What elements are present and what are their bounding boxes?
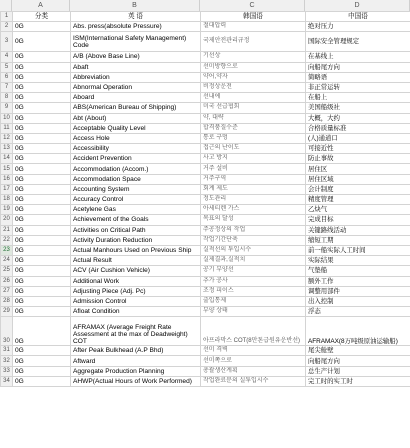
cell-korean[interactable]: 기선상 (201, 52, 306, 62)
cell-korean[interactable]: 출입통제 (201, 296, 306, 306)
table-row (1, 32, 410, 52)
cell-korean[interactable]: 실제결과,실적치 (201, 256, 306, 266)
cell-chinese[interactable]: 向船尾方向 (306, 62, 410, 72)
table-row (1, 93, 410, 103)
cell-chinese[interactable]: 总生产计划 (306, 366, 410, 376)
cell-category-header[interactable]: 分类 (13, 12, 71, 22)
cell-category[interactable]: 0G (13, 276, 71, 286)
row-number[interactable]: 11 (1, 123, 13, 133)
row-number[interactable]: 25 (1, 266, 13, 276)
cell-category[interactable]: 0G (13, 133, 71, 143)
cell-english[interactable]: ISM(International Safety Management) Code (71, 32, 201, 52)
table-row (1, 144, 410, 154)
cell-chinese[interactable]: 在基线上 (306, 52, 410, 62)
cell-english[interactable]: AFRAMAX (Average Freight Rate Assessment at the max of Deadweight) COT (71, 317, 201, 346)
cell-english[interactable]: Activity Duration Reduction (71, 235, 201, 245)
cell-korean[interactable]: 주공정상의 작업 (201, 225, 306, 235)
table-row (1, 52, 410, 62)
table-row (1, 205, 410, 215)
cell-chinese[interactable]: 前一船实际人工时间 (306, 245, 410, 255)
row-number[interactable]: 21 (1, 225, 13, 235)
table-row (1, 174, 410, 184)
cell-category[interactable]: 0G (13, 225, 71, 235)
cell-chinese[interactable]: 大概，大约 (306, 113, 410, 123)
table-row (1, 266, 410, 276)
cell-english[interactable]: Abaft (71, 62, 201, 72)
cell-category[interactable]: 0G (13, 256, 71, 266)
cell-english[interactable]: Acetylene Gas (71, 205, 201, 215)
cell-korean[interactable]: 실적선의 투입시수 (201, 245, 306, 255)
cell-chinese[interactable]: 乙炔气 (306, 205, 410, 215)
table-row (1, 62, 410, 72)
cell-english[interactable]: Aggregate Production Planning (71, 366, 201, 376)
cell-korean[interactable]: 아프라막스 COT(8만톤급원유운반선) (201, 317, 306, 346)
cell-category[interactable]: 0G (13, 346, 71, 356)
cell-category[interactable]: 0G (13, 235, 71, 245)
cell-category[interactable]: 0G (13, 93, 71, 103)
cell-english[interactable]: Abbreviation (71, 72, 201, 82)
cell-english[interactable]: Actual Manhours Used on Previous Ship (71, 245, 201, 255)
cell-category[interactable]: 0G (13, 174, 71, 184)
cell-chinese[interactable]: 气垫船 (306, 266, 410, 276)
cell-korean[interactable]: 목표의 달성 (201, 215, 306, 225)
row-number[interactable]: 4 (1, 52, 13, 62)
cell-category[interactable]: 0G (13, 22, 71, 32)
cell-chinese[interactable]: 绝对压力 (306, 22, 410, 32)
row-number[interactable]: 22 (1, 235, 13, 245)
cell-korean[interactable]: 미국 선급협회 (201, 103, 306, 113)
cell-chinese[interactable]: 简略语 (306, 72, 410, 82)
column-header-c[interactable]: C (200, 0, 305, 11)
column-header-d[interactable]: D (305, 0, 410, 11)
row-number[interactable]: 20 (1, 215, 13, 225)
row-number[interactable]: 9 (1, 103, 13, 113)
row-number[interactable]: 27 (1, 286, 13, 296)
table-row (1, 72, 410, 82)
cell-english[interactable]: Accommodation Space (71, 174, 201, 184)
cell-chinese[interactable]: 浮态 (306, 307, 410, 317)
cell-english[interactable]: Accident Prevention (71, 154, 201, 164)
row-number[interactable]: 6 (1, 72, 13, 82)
cell-english[interactable]: Abt (About) (71, 113, 201, 123)
cell-chinese[interactable]: 关键路线活动 (306, 225, 410, 235)
table-row (1, 154, 410, 164)
cell-english[interactable]: Additional Work (71, 276, 201, 286)
cell-english[interactable]: Actual Result (71, 256, 201, 266)
cell-category[interactable]: 0G (13, 154, 71, 164)
cell-english[interactable]: Activities on Critical Path (71, 225, 201, 235)
table-row (1, 286, 410, 296)
cell-english[interactable]: Accuracy Control (71, 195, 201, 205)
table-row (1, 164, 410, 174)
table-row (1, 133, 410, 143)
table-row (1, 184, 410, 194)
table-row (1, 195, 410, 205)
select-all-corner[interactable] (0, 0, 12, 11)
cell-korean[interactable]: 아세티렌 가스 (201, 205, 306, 215)
cell-category[interactable]: 0G (13, 366, 71, 376)
cell-korean[interactable]: 약어,약자 (201, 72, 306, 82)
row-number[interactable]: 26 (1, 276, 13, 286)
cell-korean-header[interactable]: 韩国语 (201, 12, 306, 22)
data-grid (0, 11, 410, 387)
cell-chinese[interactable]: 美国船级社 (306, 103, 410, 113)
cell-korean[interactable]: 선미쪽으로 (201, 356, 306, 366)
cell-korean[interactable]: 공기 부양선 (201, 266, 306, 276)
row-number[interactable]: 17 (1, 184, 13, 194)
cell-category[interactable]: 0G (13, 307, 71, 317)
cell-english[interactable]: After Peak Bulkhead (A.P Bhd) (71, 346, 201, 356)
row-number[interactable]: 2 (1, 22, 13, 32)
cell-english[interactable]: AHWP(Actual Hours of Work Performed) (71, 376, 201, 386)
cell-korean[interactable]: 총괄생산계획 (201, 366, 306, 376)
column-header-a[interactable]: A (12, 0, 70, 11)
row-number[interactable]: 29 (1, 307, 13, 317)
row-number[interactable]: 13 (1, 144, 13, 154)
cell-english[interactable]: ABS(American Bureau of Shipping) (71, 103, 201, 113)
cell-korean[interactable]: 조정 피이스 (201, 286, 306, 296)
row-number[interactable]: 15 (1, 164, 13, 174)
cell-korean[interactable]: 접근의 난이도 (201, 144, 306, 154)
header-row (1, 12, 410, 22)
cell-chinese[interactable]: 居住区 (306, 164, 410, 174)
row-number[interactable]: 33 (1, 366, 13, 376)
cell-category[interactable]: 0G (13, 103, 71, 113)
cell-english[interactable]: Adjusting Piece (Adj. Pc) (71, 286, 201, 296)
cell-english[interactable]: Admission Control (71, 296, 201, 306)
cell-korean[interactable]: 회계 제도 (201, 184, 306, 194)
row-number[interactable]: 28 (1, 296, 13, 306)
cell-chinese[interactable]: 出入控制 (306, 296, 410, 306)
cell-english[interactable]: Access Hole (71, 133, 201, 143)
cell-category[interactable]: 0G (13, 82, 71, 92)
row-number[interactable]: 24 (1, 256, 13, 266)
cell-korean[interactable]: 약, 대략 (201, 113, 306, 123)
cell-korean[interactable]: 부양 상태 (201, 307, 306, 317)
cell-chinese[interactable]: (人)通道口 (306, 133, 410, 143)
table-row (1, 22, 410, 32)
table-row (1, 356, 410, 366)
table-row (1, 256, 410, 266)
cell-chinese[interactable]: 国际安全管理规定 (306, 32, 410, 52)
cell-chinese[interactable]: 向船尾方向 (306, 356, 410, 366)
cell-korean[interactable]: 비정상운전 (201, 82, 306, 92)
row-number[interactable]: 1 (1, 12, 13, 22)
cell-category[interactable]: 0G (13, 356, 71, 366)
cell-chinese[interactable]: 完成目标 (306, 215, 410, 225)
table-row (1, 296, 410, 306)
cell-english[interactable]: A/B (Above Base Line) (71, 52, 201, 62)
cell-korean[interactable]: 합격품질수준 (201, 123, 306, 133)
cell-chinese[interactable]: 防止事故 (306, 154, 410, 164)
cell-korean[interactable]: 추가 공사 (201, 276, 306, 286)
table-row (1, 123, 410, 133)
table-row (1, 215, 410, 225)
table-row (1, 376, 410, 386)
cell-chinese[interactable]: 额外工作 (306, 276, 410, 286)
row-number[interactable]: 23 (1, 245, 13, 255)
cell-chinese[interactable]: 尾尖舱壁 (306, 346, 410, 356)
cell-category[interactable]: 0G (13, 296, 71, 306)
cell-korean[interactable]: 작업기간단축 (201, 235, 306, 245)
table-row (1, 307, 410, 317)
cell-chinese[interactable]: 可接近性 (306, 144, 410, 154)
cell-chinese[interactable]: 在船上 (306, 93, 410, 103)
table-row (1, 235, 410, 245)
cell-category[interactable]: 0G (13, 144, 71, 154)
cell-english[interactable]: Achievement of the Goals (71, 215, 201, 225)
cell-korean[interactable]: 절대압력 (201, 22, 306, 32)
cell-category[interactable]: 0G (13, 205, 71, 215)
cell-english[interactable]: Aboard (71, 93, 201, 103)
cell-chinese[interactable]: 合格质量标准 (306, 123, 410, 133)
row-number[interactable]: 16 (1, 174, 13, 184)
cell-korean[interactable]: 거주 설비 (201, 164, 306, 174)
row-number[interactable]: 30 (1, 317, 13, 346)
row-number[interactable]: 5 (1, 62, 13, 72)
cell-chinese[interactable]: 居住区域 (306, 174, 410, 184)
cell-chinese[interactable]: 缩短工期 (306, 235, 410, 245)
cell-korean[interactable]: 선미 격벽 (201, 346, 306, 356)
cell-korean[interactable]: 선내에 (201, 93, 306, 103)
table-row (1, 245, 410, 255)
cell-english[interactable]: Aftward (71, 356, 201, 366)
cell-korean[interactable]: 사고 방지 (201, 154, 306, 164)
cell-category[interactable]: 0G (13, 286, 71, 296)
table-row (1, 346, 410, 356)
cell-category[interactable]: 0G (13, 317, 71, 346)
cell-english[interactable]: Accommodation (Accom.) (71, 164, 201, 174)
cell-category[interactable]: 0G (13, 123, 71, 133)
row-number[interactable]: 18 (1, 195, 13, 205)
cell-category[interactable]: 0G (13, 72, 71, 82)
cell-chinese-header[interactable]: 中国语 (306, 12, 410, 22)
row-number[interactable]: 8 (1, 93, 13, 103)
cell-english[interactable]: ACV (Air Cushion Vehicle) (71, 266, 201, 276)
cell-korean[interactable]: 정도관리 (201, 195, 306, 205)
cell-category[interactable]: 0G (13, 266, 71, 276)
row-number[interactable]: 14 (1, 154, 13, 164)
row-number[interactable]: 12 (1, 133, 13, 143)
column-header-b[interactable]: B (70, 0, 200, 11)
cell-category[interactable]: 0G (13, 215, 71, 225)
cell-korean[interactable]: 국제안전관리규정 (201, 32, 306, 52)
cell-korean[interactable]: 통로 구멍 (201, 133, 306, 143)
cell-chinese[interactable]: 精度管理 (306, 195, 410, 205)
cell-english[interactable]: Accessibility (71, 144, 201, 154)
cell-chinese[interactable]: 完工时的实工时 (306, 376, 410, 386)
table-row (1, 82, 410, 92)
cell-category[interactable]: 0G (13, 245, 71, 255)
cell-category[interactable]: 0G (13, 184, 71, 194)
row-number[interactable]: 7 (1, 82, 13, 92)
table-row (1, 317, 410, 346)
cell-english-header[interactable]: 英 语 (71, 12, 201, 22)
row-number[interactable]: 10 (1, 113, 13, 123)
cell-chinese[interactable]: 调整用部件 (306, 286, 410, 296)
row-number[interactable]: 19 (1, 205, 13, 215)
cell-category[interactable]: 0G (13, 113, 71, 123)
row-number[interactable]: 32 (1, 356, 13, 366)
table-row (1, 366, 410, 376)
cell-english[interactable]: Afloat Condition (71, 307, 201, 317)
cell-english[interactable]: Abs. press(absolute Pressure) (71, 22, 201, 32)
row-number[interactable]: 3 (1, 32, 13, 52)
cell-category[interactable]: 0G (13, 52, 71, 62)
cell-category[interactable]: 0G (13, 376, 71, 386)
cell-english[interactable]: Acceptable Quality Level (71, 123, 201, 133)
cell-category[interactable]: 0G (13, 195, 71, 205)
cell-chinese[interactable]: 实际结果 (306, 256, 410, 266)
row-number[interactable]: 31 (1, 346, 13, 356)
cell-chinese[interactable]: 会计制度 (306, 184, 410, 194)
cell-korean[interactable]: 선미방향으로 (201, 62, 306, 72)
cell-category[interactable]: 0G (13, 32, 71, 52)
cell-chinese[interactable]: 非正常运转 (306, 82, 410, 92)
cell-chinese[interactable]: AFRAMAX(8万吨级原油运输船) (306, 317, 410, 346)
row-number[interactable]: 34 (1, 376, 13, 386)
table-row (1, 276, 410, 286)
cell-category[interactable]: 0G (13, 62, 71, 72)
cell-english[interactable]: Accounting System (71, 184, 201, 194)
table-row (1, 103, 410, 113)
cell-korean[interactable]: 거주구역 (201, 174, 306, 184)
table-row (1, 113, 410, 123)
table-row (1, 225, 410, 235)
cell-english[interactable]: Abnormal Operation (71, 82, 201, 92)
cell-category[interactable]: 0G (13, 164, 71, 174)
cell-korean[interactable]: 작업완료분의 실투입시수 (201, 376, 306, 386)
